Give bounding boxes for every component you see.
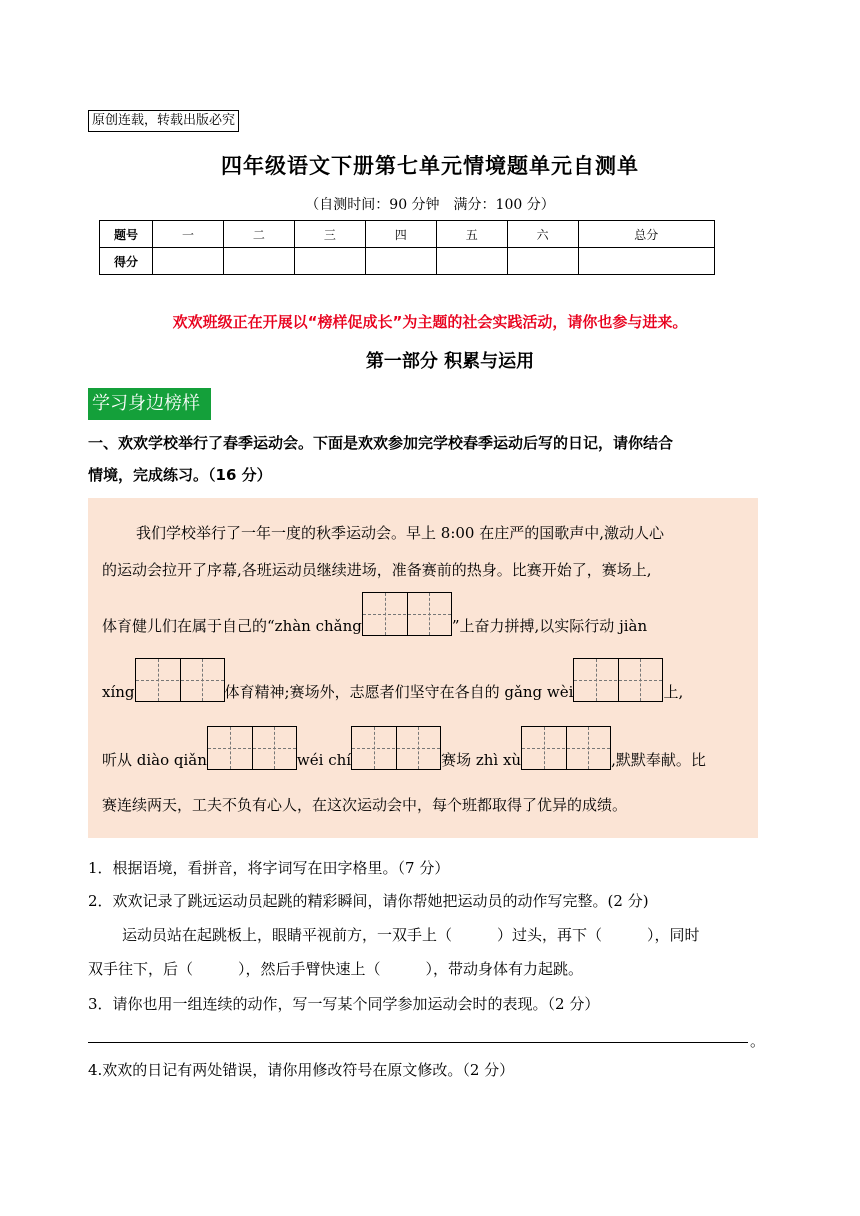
tianzige-box[interactable] [351, 726, 441, 770]
copyright-stamp: 原创连载，转载出版必究 [88, 110, 239, 132]
score-header-cell: 五 [436, 221, 507, 248]
score-header-cell: 总分 [578, 221, 714, 248]
score-input-cell[interactable] [507, 248, 578, 275]
section-badge: 学习身边榜样 [88, 388, 211, 420]
score-header-cell: 一 [153, 221, 224, 248]
score-header-cell: 二 [223, 221, 294, 248]
score-input-cell[interactable] [223, 248, 294, 275]
diary-text: 体育健儿们在属于自己的“zhàn chǎng [102, 617, 362, 635]
score-input-cell[interactable] [578, 248, 714, 275]
tianzige-box[interactable] [207, 726, 297, 770]
answer-line-end: 。 [750, 1032, 766, 1050]
diary-text: 听从 diào qiǎn [102, 751, 207, 769]
score-input-cell[interactable] [436, 248, 507, 275]
question-1-3: 3．请你也用一组连续的动作，写一写某个同学参加运动会时的表现。（2 分） [88, 995, 600, 1013]
score-table-header-row [100, 221, 715, 248]
diary-text: wéi chí [296, 751, 352, 769]
question-1-2: 2．欢欢记录了跳远运动员起跳的精彩瞬间，请你帮她把运动员的动作写完整。(2 分) [88, 892, 649, 910]
part-title: 第一部分 积累与运用 [365, 351, 535, 372]
question-1-2-body: 运动员站在起跳板上，眼睛平视前方，一双手上（ ）过头，再下（ ），同时 [122, 926, 700, 944]
question-1-2-body: 双手往下，后（ ），然后手臂快速上（ ），带动身体有力起跳。 [88, 960, 584, 978]
diary-text: ”上奋力拼搏,以实际行动 jiàn [451, 617, 648, 635]
question-1-stem-line: 情境，完成练习。（16 分） [88, 466, 272, 484]
diary-line [102, 592, 647, 636]
score-header-cell: 四 [365, 221, 436, 248]
score-row-label: 得分 [100, 248, 153, 275]
diary-line: 的运动会拉开了序幕,各班运动员继续进场，准备赛前的热身。比赛开始了，赛场上, [102, 561, 652, 579]
score-header-cell: 题号 [100, 221, 153, 248]
diary-text: 上, [663, 683, 684, 701]
diary-text: ,默默奉献。比 [611, 751, 706, 769]
score-input-cell[interactable] [294, 248, 365, 275]
diary-text: 赛场 zhì xù [441, 751, 522, 769]
tianzige-box[interactable] [135, 658, 225, 702]
tianzige-box[interactable] [521, 726, 611, 770]
answer-line[interactable] [88, 1042, 748, 1043]
score-input-cell[interactable] [153, 248, 224, 275]
diary-line: 赛连续两天，工夫不负有心人，在这次运动会中，每个班都取得了优异的成绩。 [102, 796, 628, 814]
score-header-cell: 三 [294, 221, 365, 248]
score-table [99, 220, 715, 275]
activity-intro: 欢欢班级正在开展以“榜样促成长”为主题的社会实践活动，请你也参与进来。 [172, 313, 688, 331]
score-input-cell[interactable] [365, 248, 436, 275]
diary-line [102, 658, 683, 702]
diary-text: xíng [102, 683, 135, 701]
diary-text: 体育精神;赛场外，志愿者们坚守在各自的 gǎng wèi [224, 683, 574, 701]
question-1-1: 1．根据语境，看拼音，将字词写在田字格里。（7 分） [88, 859, 450, 877]
tianzige-box[interactable] [362, 592, 452, 636]
page-subtitle: （自测时间：90 分钟 满分：100 分） [305, 197, 555, 213]
diary-line [102, 726, 706, 770]
score-table-score-row [100, 248, 715, 275]
question-1-stem [88, 427, 778, 491]
score-header-cell: 六 [507, 221, 578, 248]
question-1-4: 4.欢欢的日记有两处错误，请你用修改符号在原文修改。（2 分） [88, 1061, 515, 1079]
diary-line: 我们学校举行了一年一度的秋季运动会。早上 8:00 在庄严的国歌声中,激动人心 [136, 524, 664, 542]
tianzige-box[interactable] [573, 658, 663, 702]
page-title: 四年级语文下册第七单元情境题单元自测单 [221, 153, 639, 178]
question-1-stem-line: 一、欢欢学校举行了春季运动会。下面是欢欢参加完学校春季运动后写的日记，请你结合 [88, 434, 674, 452]
diary-passage [88, 498, 758, 838]
